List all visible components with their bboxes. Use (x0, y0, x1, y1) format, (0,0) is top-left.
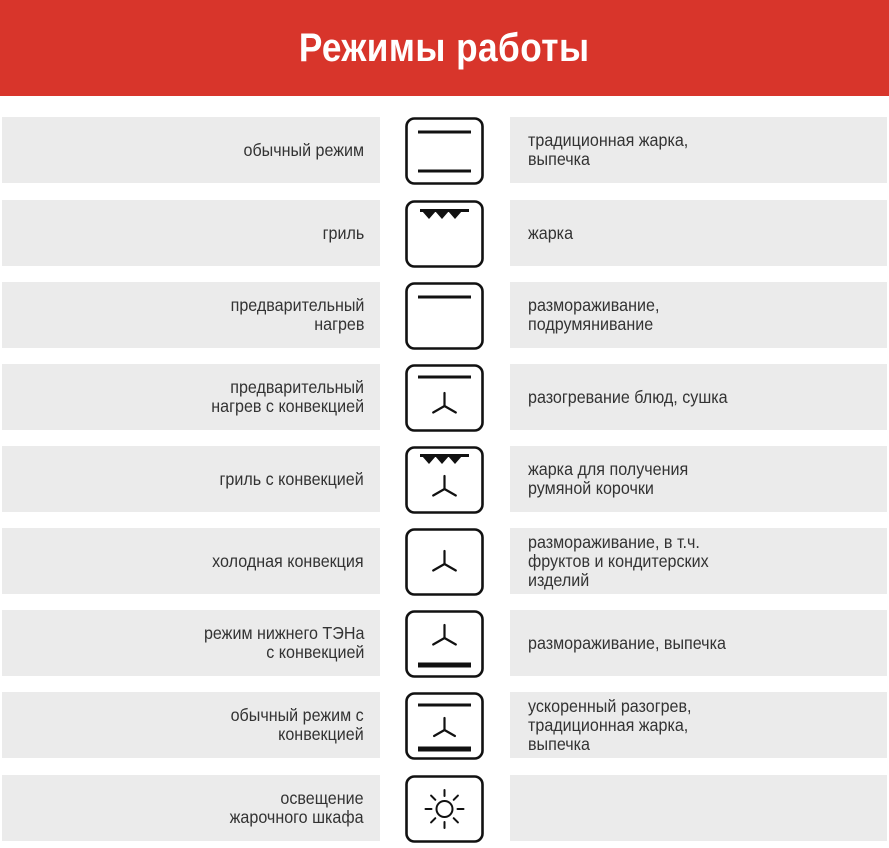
mode-use-cell (510, 200, 887, 266)
mode-name: гриль с конвекцией (219, 468, 364, 489)
fan-icon (405, 528, 484, 596)
mode-use: размораживание, в т.ч. фруктов и кондитерских изделий (528, 531, 709, 590)
mode-row (0, 282, 889, 348)
mode-name: обычный режим (243, 139, 364, 160)
mode-use-cell (510, 364, 887, 430)
page-title: Режимы работы (299, 25, 590, 70)
mode-use-cell (510, 775, 887, 841)
mode-use: размораживание, выпечка (528, 632, 726, 653)
mode-use: жарка (528, 222, 574, 243)
mode-use-cell (510, 528, 887, 594)
mode-name-cell (2, 692, 380, 758)
mode-use-cell (510, 446, 887, 512)
mode-name: холодная конвекция (212, 550, 364, 571)
mode-name-cell (2, 364, 380, 430)
lamp-icon (405, 775, 484, 843)
mode-use-cell (510, 282, 887, 348)
mode-use: разогревание блюд, сушка (528, 386, 728, 407)
bottom-heat-convection-icon (405, 610, 484, 678)
mode-row (0, 610, 889, 676)
mode-name: гриль (322, 222, 364, 243)
mode-name: режим нижнего ТЭНа с конвекцией (203, 623, 364, 662)
mode-name-cell (2, 446, 380, 512)
mode-name-cell (2, 117, 380, 183)
mode-name: обычный режим с конвекцией (230, 705, 364, 744)
mode-name: предварительный нагрев с конвекцией (211, 377, 364, 416)
mode-name-cell (2, 200, 380, 266)
mode-row (0, 775, 889, 841)
mode-name-cell (2, 775, 380, 841)
mode-use-cell (510, 117, 887, 183)
mode-row (0, 528, 889, 594)
top-bottom-heat-icon (405, 117, 484, 185)
mode-name: предварительный нагрев (230, 295, 364, 334)
mode-use: размораживание, подрумянивание (528, 295, 660, 334)
top-bottom-heat-convection-icon (405, 692, 484, 760)
oven-frame (407, 119, 483, 184)
mode-row (0, 446, 889, 512)
mode-use: ускоренный разогрев, традиционная жарка, выпечка (528, 695, 692, 754)
mode-use-cell (510, 610, 887, 676)
mode-row (0, 200, 889, 266)
mode-name-cell (2, 282, 380, 348)
mode-row (0, 117, 889, 183)
header-banner (0, 0, 889, 96)
mode-use-cell (510, 692, 887, 758)
mode-row (0, 364, 889, 430)
grill-convection-icon (405, 446, 484, 514)
mode-use: жарка для получения румяной корочки (528, 459, 689, 498)
mode-name: освещение жарочного шкафа (230, 788, 364, 827)
top-heat-icon (405, 282, 484, 350)
oven-frame (407, 284, 483, 349)
mode-name-cell (2, 528, 380, 594)
mode-use: традиционная жарка, выпечка (528, 130, 689, 169)
oven-frame (407, 777, 483, 842)
top-heat-convection-icon (405, 364, 484, 432)
grill-icon (405, 200, 484, 268)
mode-name-cell (2, 610, 380, 676)
mode-row (0, 692, 889, 758)
